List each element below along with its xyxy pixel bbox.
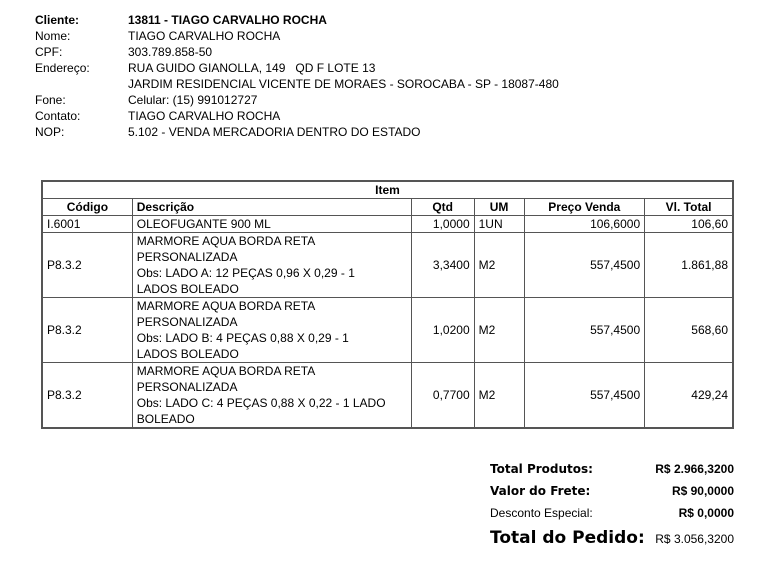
desc-line: PERSONALIZADA bbox=[136, 380, 238, 394]
table-title-row bbox=[42, 181, 733, 199]
table-row bbox=[42, 363, 733, 429]
value-cpf: 303.789.858-50 bbox=[128, 45, 213, 59]
table-row bbox=[42, 233, 733, 298]
cell-preco: 557,4500 bbox=[524, 233, 645, 298]
value-fone: Celular: (15) 991012727 bbox=[128, 93, 258, 107]
cell-um: M2 bbox=[474, 298, 524, 363]
label-fone: Fone: bbox=[35, 93, 66, 107]
cell-qtd: 1,0200 bbox=[411, 298, 474, 363]
desc-line: LADOS BOLEADO bbox=[136, 347, 239, 361]
order-totals bbox=[490, 462, 734, 554]
valor-frete-value: R$ 90,0000 bbox=[671, 484, 734, 498]
cell-total: 1.861,88 bbox=[645, 233, 733, 298]
total-pedido-row bbox=[490, 528, 734, 554]
cell-codigo: P8.3.2 bbox=[42, 363, 132, 429]
desc-line: MARMORE AQUA BORDA RETA bbox=[136, 299, 316, 313]
items-table bbox=[41, 180, 734, 429]
cell-um: M2 bbox=[474, 363, 524, 429]
client-row-fone bbox=[35, 92, 559, 108]
value-endereco-2: JARDIM RESIDENCIAL VICENTE DE MORAES - SOROCABA - SP - 18087-480 bbox=[128, 77, 559, 91]
cell-preco: 106,6000 bbox=[524, 216, 645, 233]
header-codigo: Código bbox=[42, 199, 132, 216]
cell-total: 106,60 bbox=[645, 216, 733, 233]
client-row-endereco-2 bbox=[35, 76, 559, 92]
cell-codigo: P8.3.2 bbox=[42, 233, 132, 298]
cell-total: 568,60 bbox=[645, 298, 733, 363]
desconto-label: Desconto Especial: bbox=[490, 506, 593, 520]
cell-qtd: 1,0000 bbox=[411, 216, 474, 233]
cell-descricao bbox=[132, 298, 411, 363]
table-header-row bbox=[42, 199, 733, 216]
total-pedido-value: R$ 3.056,3200 bbox=[655, 532, 734, 546]
label-cpf: CPF: bbox=[35, 45, 63, 59]
total-produtos-label: Total Produtos: bbox=[490, 462, 593, 476]
table-row bbox=[42, 298, 733, 363]
client-info bbox=[35, 12, 559, 140]
client-row-endereco bbox=[35, 60, 559, 76]
total-pedido-label: Total do Pedido: bbox=[490, 528, 645, 548]
desconto-value: R$ 0,0000 bbox=[678, 506, 734, 520]
cell-preco: 557,4500 bbox=[524, 363, 645, 429]
label-nome: Nome: bbox=[35, 29, 71, 43]
client-row-nome bbox=[35, 28, 559, 44]
desc-line: PERSONALIZADA bbox=[136, 250, 238, 264]
header-preco-venda: Preço Venda bbox=[524, 199, 645, 216]
cell-codigo: P8.3.2 bbox=[42, 298, 132, 363]
cell-um: 1UN bbox=[474, 216, 524, 233]
total-produtos-value: R$ 2.966,3200 bbox=[655, 462, 734, 476]
cell-qtd: 3,3400 bbox=[411, 233, 474, 298]
desc-line: PERSONALIZADA bbox=[136, 315, 238, 329]
client-row-cliente bbox=[35, 12, 559, 28]
desc-line: MARMORE AQUA BORDA RETA bbox=[136, 364, 316, 378]
cell-codigo: I.6001 bbox=[42, 216, 132, 233]
desc-line: LADOS BOLEADO bbox=[136, 282, 239, 296]
desc-line: OLEOFUGANTE 900 ML bbox=[136, 217, 271, 231]
cell-descricao bbox=[132, 216, 411, 233]
desc-line: BOLEADO bbox=[136, 412, 195, 426]
desc-line: MARMORE AQUA BORDA RETA bbox=[136, 234, 316, 248]
table-row bbox=[42, 216, 733, 233]
valor-frete-row bbox=[490, 484, 734, 506]
cell-descricao bbox=[132, 233, 411, 298]
label-nop: NOP: bbox=[35, 125, 65, 139]
client-row-contato bbox=[35, 108, 559, 124]
value-cliente: 13811 - TIAGO CARVALHO ROCHA bbox=[128, 13, 327, 27]
header-um: UM bbox=[474, 199, 524, 216]
header-descricao: Descrição bbox=[132, 199, 411, 216]
header-vl-total: Vl. Total bbox=[645, 199, 733, 216]
value-contato: TIAGO CARVALHO ROCHA bbox=[128, 109, 281, 123]
desc-line: Obs: LADO C: 4 PEÇAS 0,88 X 0,22 - 1 LADO bbox=[136, 396, 386, 410]
header-qtd: Qtd bbox=[411, 199, 474, 216]
cell-total: 429,24 bbox=[645, 363, 733, 429]
value-nome: TIAGO CARVALHO ROCHA bbox=[128, 29, 281, 43]
desc-line: Obs: LADO A: 12 PEÇAS 0,96 X 0,29 - 1 bbox=[136, 266, 355, 280]
label-endereco: Endereço: bbox=[35, 61, 90, 75]
label-endereco-2 bbox=[35, 76, 128, 92]
label-contato: Contato: bbox=[35, 109, 81, 123]
client-row-nop bbox=[35, 124, 559, 140]
client-row-cpf bbox=[35, 44, 559, 60]
cell-preco: 557,4500 bbox=[524, 298, 645, 363]
desc-line: Obs: LADO B: 4 PEÇAS 0,88 X 0,29 - 1 bbox=[136, 331, 349, 345]
valor-frete-label: Valor do Frete: bbox=[490, 484, 591, 498]
cell-descricao bbox=[132, 363, 411, 429]
desconto-row bbox=[490, 506, 734, 528]
value-endereco: RUA GUIDO GIANOLLA, 149 QD F LOTE 13 bbox=[128, 61, 376, 75]
table-title: Item bbox=[42, 181, 733, 199]
value-nop: 5.102 - VENDA MERCADORIA DENTRO DO ESTADO bbox=[128, 125, 421, 139]
label-cliente: Cliente: bbox=[35, 13, 80, 27]
cell-qtd: 0,7700 bbox=[411, 363, 474, 429]
total-produtos-row bbox=[490, 462, 734, 484]
cell-um: M2 bbox=[474, 233, 524, 298]
